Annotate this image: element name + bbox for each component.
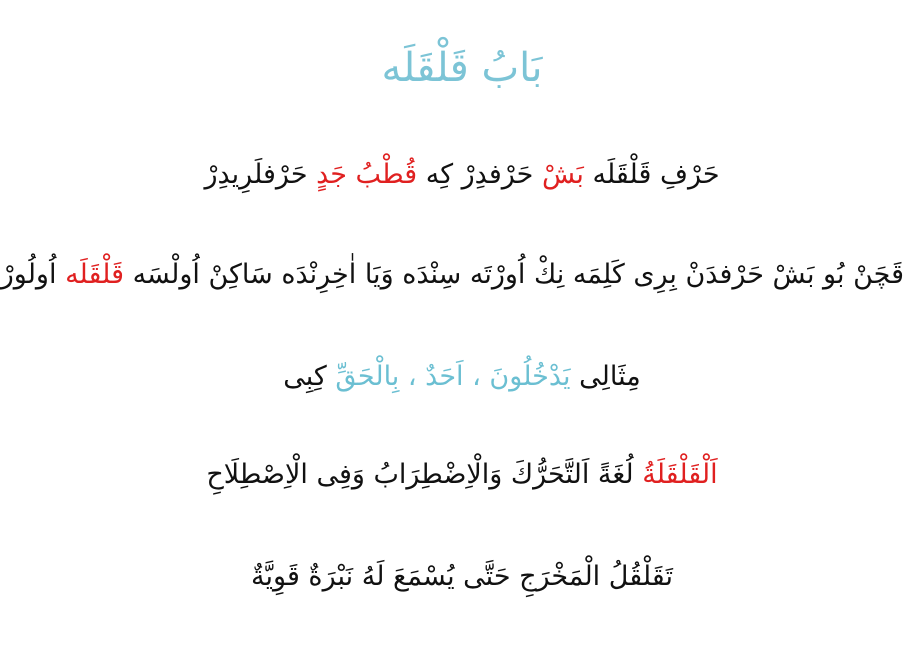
rule-suffix: اُولُورْ <box>0 259 57 290</box>
rule-text: قَچَنْ بُو بَشْ حَرْفدَنْ بِرِى كَلِمَه نِكْ اُورْتَه سِنْدَه وَيَا اٰخِرِنْدَه سَاكِنْ اُولْسَه <box>132 259 904 290</box>
letters-text: حَرْفدِرْ كِه <box>425 159 534 190</box>
rule-line <box>0 255 904 295</box>
qutb-jad-highlight: قُطْبُ جَدٍ <box>316 159 418 190</box>
al-qalqalah-term: اَلْقَلْقَلَةُ <box>642 459 718 490</box>
technical-text: تَقَلْقُلُ الْمَخْرَجِ حَتَّى يُسْمَعَ لَهُ نَبْرَةٌ قَوِيَّةٌ <box>251 561 673 592</box>
example-line <box>20 357 904 397</box>
example-words: يَدْخُلُونَ ، اَحَدٌ ، بِالْحَقِّ <box>335 361 571 392</box>
example-label: مِثَالِى <box>579 361 641 392</box>
qalqalah-letters-intro: حَرْفِ قَلْقَلَه <box>592 159 720 190</box>
five-highlight: بَشْ <box>541 159 584 190</box>
qalqalah-highlight: قَلْقَلَه <box>65 259 124 290</box>
letters-suffix: حَرْفلَرِيدِرْ <box>204 159 308 190</box>
technical-definition-line <box>20 557 904 597</box>
example-suffix: كِبِى <box>283 361 327 392</box>
page-title: بَابُ قَلْقَلَه <box>381 45 543 91</box>
lexical-definition-line <box>20 455 904 495</box>
definition-line <box>20 155 904 195</box>
lexical-text: لُغَةً اَلتَّحَرُّكَ وَالْاِضْطِرَابُ وَفِى الْاِصْطِلَاحِ <box>206 459 634 490</box>
